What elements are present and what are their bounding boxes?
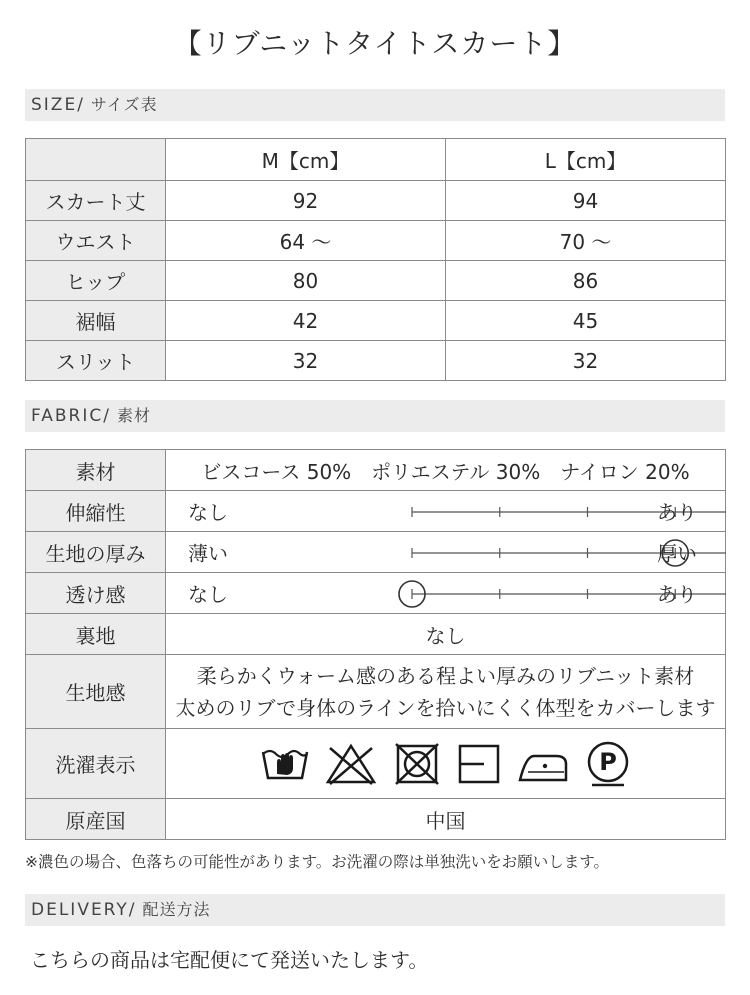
scale-sheerness (166, 573, 726, 614)
size-section-label: SIZE/ (31, 95, 85, 115)
care-icons-cell (166, 729, 726, 799)
material-value: ビスコース 50% ポリエステル 30% ナイロン 20% (166, 450, 726, 491)
flat-dry-icon (456, 742, 502, 786)
fabric-section-label: FABRIC/ (31, 406, 111, 426)
delivery-section-sub: 配送方法 (142, 900, 211, 919)
cell-m: 80 (166, 261, 446, 301)
fabric-section-sub: 素材 (116, 406, 151, 425)
scale-left-label: なし (188, 500, 228, 525)
dry-clean-letter: P (598, 747, 617, 776)
row-label: 生地感 (26, 655, 166, 729)
scale-thickness (166, 532, 726, 573)
table-row (26, 221, 726, 261)
no-tumble-dry-icon (392, 742, 442, 786)
size-section-header (25, 89, 725, 121)
scale-right-label: 厚い (657, 541, 697, 566)
cell-l: 70 〜 (446, 221, 726, 261)
scale-line (166, 491, 726, 532)
feel-line: 柔らかくウォーム感のある程よい厚みのリブニット素材 (196, 663, 695, 688)
delivery-text: こちらの商品は宅配便にて発送いたします。 (30, 948, 429, 972)
cell-l: 45 (446, 301, 726, 341)
care-icons (166, 740, 725, 788)
fabric-row-scale (26, 573, 726, 614)
row-label: 洗濯表示 (26, 729, 166, 799)
size-section-sub: サイズ表 (90, 95, 158, 114)
cell-m: 92 (166, 181, 446, 221)
scale-line (166, 532, 726, 573)
row-label: 素材 (26, 450, 166, 491)
hand-wash-icon (260, 742, 310, 786)
size-table (25, 138, 726, 381)
scale-right-label: あり (657, 500, 697, 525)
delivery-section-header (25, 894, 725, 926)
feel-line: 太めのリブで身体のラインを拾いにくく体型をカバーします (175, 695, 716, 720)
no-bleach-icon (324, 742, 378, 786)
fabric-row-care (26, 729, 726, 799)
fabric-row-feel (26, 655, 726, 729)
row-label: ウエスト (26, 221, 166, 261)
table-row (26, 341, 726, 381)
cell-l: 86 (446, 261, 726, 301)
scale-right-label: あり (657, 582, 697, 607)
scale-left-label: 薄い (188, 541, 228, 566)
size-col-l: L【cm】 (446, 139, 726, 181)
fabric-row-lining (26, 614, 726, 655)
lining-value: なし (166, 614, 726, 655)
size-corner-cell (26, 139, 166, 181)
cell-l: 32 (446, 341, 726, 381)
scale-stretch (166, 491, 726, 532)
cell-m: 42 (166, 301, 446, 341)
care-note: ※濃色の場合、色落ちの可能性があります。お洗濯の際は単独洗いをお願いします。 (25, 853, 610, 871)
fabric-section-header (25, 400, 725, 432)
row-label: 原産国 (26, 799, 166, 840)
page-title: 【リブニットタイトスカート】 (173, 27, 577, 60)
scale-left-label: なし (188, 582, 228, 607)
fabric-row-material (26, 450, 726, 491)
row-label: ヒップ (26, 261, 166, 301)
row-label: 透け感 (26, 573, 166, 614)
row-label: 生地の厚み (26, 532, 166, 573)
cell-m: 32 (166, 341, 446, 381)
delivery-section-label: DELIVERY/ (31, 900, 137, 920)
fabric-row-scale (26, 532, 726, 573)
scale-line (166, 573, 726, 614)
origin-value: 中国 (166, 799, 726, 840)
fabric-table (25, 449, 726, 840)
table-row (26, 301, 726, 341)
table-row (26, 261, 726, 301)
fabric-row-origin (26, 799, 726, 840)
dry-clean-p-icon (584, 740, 632, 788)
row-label: スカート丈 (26, 181, 166, 221)
row-label: スリット (26, 341, 166, 381)
table-row (26, 181, 726, 221)
row-label: 裏地 (26, 614, 166, 655)
fabric-row-scale (26, 491, 726, 532)
cell-m: 64 〜 (166, 221, 446, 261)
low-iron-icon (516, 742, 570, 786)
row-label: 伸縮性 (26, 491, 166, 532)
size-col-m: M【cm】 (166, 139, 446, 181)
feel-value (166, 655, 726, 729)
size-table-header-row (26, 139, 726, 181)
cell-l: 94 (446, 181, 726, 221)
row-label: 裾幅 (26, 301, 166, 341)
